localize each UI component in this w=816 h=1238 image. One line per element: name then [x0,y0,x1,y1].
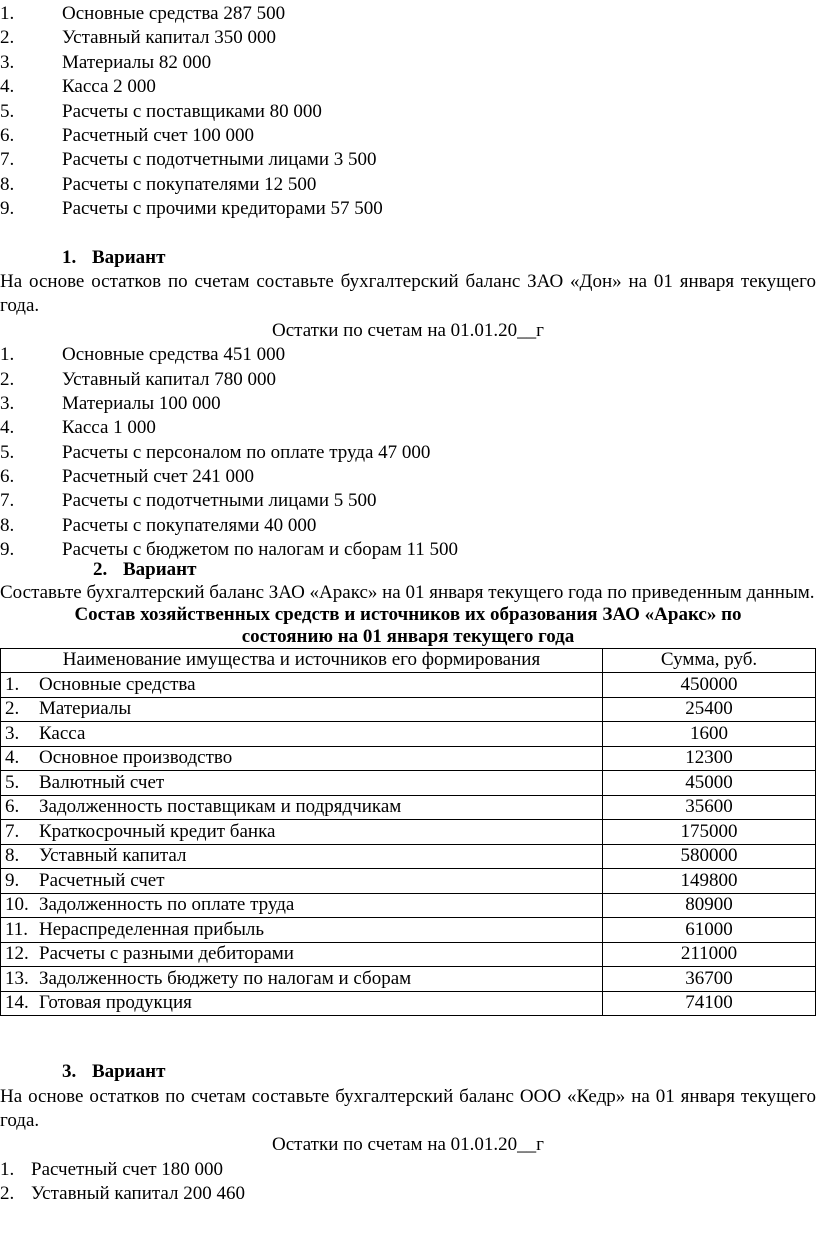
variant-1-subtitle: Остатки по счетам на 01.01.20__г [272,319,544,341]
table-row: 2. Материалы 25400 [1,697,816,722]
variant-3-heading: 3. Вариант [62,1061,166,1083]
list-item: 9. Расчеты с прочими кредиторами 57 500 [0,198,383,220]
top-balance-list [0,2,816,222]
table-row: 14. Готовая продукция 74100 [1,991,816,1016]
list-item: 1. Основные средства 287 500 [0,3,286,24]
list-item: 5. Расчеты с персоналом по оплате труда 47 000 [0,441,431,463]
table-row: 6. Задолженность поставщикам и подрядчикам 35600 [1,795,816,820]
list-item: 1. Расчетный счет 180 000 [0,1158,224,1180]
variant-2-task: Составьте бухгалтерский баланс ЗАО «Аракс» на 01 января текущего года по приведенным данным. [0,581,815,603]
list-item: 9. Расчеты с бюджетом по налогам и сборам 11 500 [0,539,459,561]
variant-1-task: На основе остатков по счетам составьте бухгалтерский баланс ЗАО «Дон» на 01 января текущего года. [0,270,816,317]
list-item: 8. Расчеты с покупателями 40 000 [0,514,317,536]
table-row: 11. Нераспределенная прибыль 61000 [1,918,816,943]
column-header-name: Наименование имущества и источников его формирования [1,648,603,673]
assets-table [0,648,816,1017]
list-item: 2. Уставный капитал 780 000 [0,368,276,390]
variant-3-task: На основе остатков по счетам составьте бухгалтерский баланс ООО «Кедр» на 01 января текущего года. [0,1085,816,1131]
list-item: 2. Уставный капитал 350 000 [0,27,276,49]
table-title: Состав хозяйственных средств и источников их образования ЗАО «Аракс» по состоянию на 01 января текущего года [74,603,742,647]
list-item: 2. Уставный капитал 200 460 [0,1183,245,1205]
list-item: 3. Материалы 82 000 [0,51,212,73]
column-header-sum: Сумма, руб. [603,648,816,673]
table-row: 10. Задолженность по оплате труда 80900 [1,893,816,918]
table-row: 5. Валютный счет 45000 [1,771,816,796]
variant-2-heading: 2. Вариант [93,558,197,580]
list-item: 8. Расчеты с покупателями 12 500 [0,173,317,195]
list-item: 7. Расчеты с подотчетными лицами 5 500 [0,490,377,512]
list-item: 3. Материалы 100 000 [0,392,221,414]
table-row: 12. Расчеты с разными дебиторами 211000 [1,942,816,967]
table-row: 3. Касса 1600 [1,722,816,747]
table-row: 7. Краткосрочный кредит банка 175000 [1,820,816,845]
list-item: 1. Основные средства 451 000 [0,344,286,366]
table-row: 4. Основное производство 12300 [1,746,816,771]
variant-1-list [0,343,816,563]
table-row: 8. Уставный капитал 580000 [1,844,816,869]
table-row: 1. Основные средства 450000 [1,673,816,698]
list-item: 4. Касса 1 000 [0,417,156,439]
variant-1-heading: 1. Вариант [62,246,166,268]
list-item: 5. Расчеты с поставщиками 80 000 [0,100,322,122]
table-header-row [1,648,816,673]
list-item: 6. Расчетный счет 100 000 [0,124,255,146]
list-item: 4. Касса 2 000 [0,76,156,98]
table-row: 9. Расчетный счет 149800 [1,869,816,894]
variant-3-list [0,1158,816,1207]
list-item: 7. Расчеты с подотчетными лицами 3 500 [0,149,377,171]
list-item: 6. Расчетный счет 241 000 [0,466,255,488]
table-row: 13. Задолженность бюджету по налогам и сборам 36700 [1,967,816,992]
variant-3-subtitle: Остатки по счетам на 01.01.20__г [272,1134,544,1156]
